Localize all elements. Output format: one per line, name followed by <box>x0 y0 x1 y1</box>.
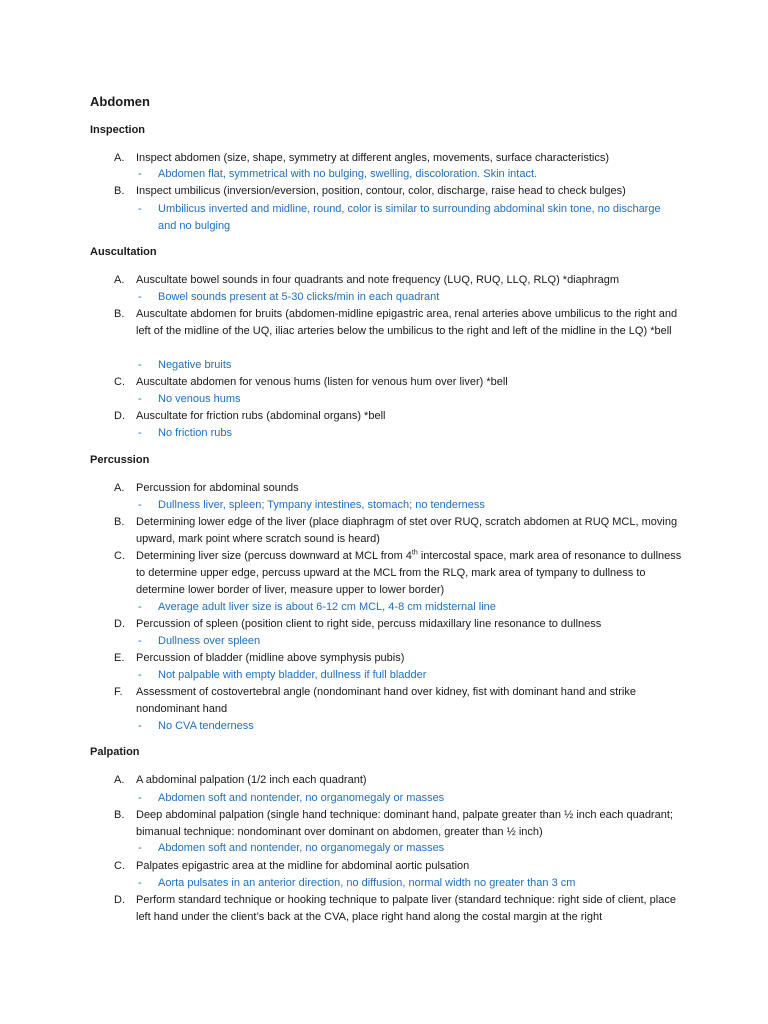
item-text-part: Determining liver size (percuss downward at MCL from 4 <box>136 550 412 562</box>
finding-text: Dullness over spleen <box>158 635 261 647</box>
item-text: Percussion of spleen (position client to right side, percuss midaxillary line resonance to dullness <box>136 618 602 630</box>
section-heading-percussion: Percussion <box>90 454 150 466</box>
dash-bullet: - <box>138 720 142 732</box>
item-letter: A. <box>114 774 125 786</box>
item-letter: D. <box>114 894 125 906</box>
item-text: Auscultate bowel sounds in four quadrants and note frequency (LUQ, RUQ, LLQ, RLQ) *diaphragm <box>136 274 620 286</box>
finding-text: Not palpable with empty bladder, dullness if full bladder <box>158 669 427 681</box>
dash-bullet: - <box>138 669 142 681</box>
finding-text: Aorta pulsates in an anterior direction, no diffusion, normal width no greater than 3 cm <box>158 877 576 889</box>
finding-text: No CVA tenderness <box>158 720 254 732</box>
item-letter: E. <box>114 652 125 664</box>
dash-bullet: - <box>138 792 142 804</box>
finding-text: Bowel sounds present at 5-30 clicks/min in each quadrant <box>158 291 440 303</box>
finding-text: No friction rubs <box>158 427 232 439</box>
item-letter: B. <box>114 185 125 197</box>
dash-bullet: - <box>138 203 142 215</box>
document-title: Abdomen <box>90 94 150 109</box>
dash-bullet: - <box>138 393 142 405</box>
item-letter: D. <box>114 410 125 422</box>
finding-text: Dullness liver, spleen; Tympany intestines, stomach; no tenderness <box>158 499 485 511</box>
item-text: Palpates epigastric area at the midline for abdominal aortic pulsation <box>136 860 470 872</box>
dash-bullet: - <box>138 168 142 180</box>
item-text: Percussion of bladder (midline above symphysis pubis) <box>136 652 405 664</box>
item-letter: A. <box>114 274 125 286</box>
item-letter: C. <box>114 860 125 872</box>
finding-text: No venous hums <box>158 393 241 405</box>
section-heading-auscultation: Auscultation <box>90 246 157 258</box>
item-text: Auscultate abdomen for bruits (abdomen-midline epigastric area, renal arteries above umbilicus to the right and left of the midline of the UQ, iliac arteries below the umbilicus to the right and left of the midline in the LQ) *bell <box>136 308 678 337</box>
dash-bullet: - <box>138 877 142 889</box>
item-text: A abdominal palpation (1/2 inch each quadrant) <box>136 774 367 786</box>
item-letter: B. <box>114 809 125 821</box>
item-text: Percussion for abdominal sounds <box>136 482 299 494</box>
item-text-part: intercostal space, mark area of resonance to dullness to determine upper edge, percuss upward at the MCL from the RLQ, mark area of tympany to dullness to determine lower border of liver, measure upper to lower border) <box>136 550 682 596</box>
item-letter: B. <box>114 308 125 320</box>
dash-bullet: - <box>138 601 142 613</box>
item-letter: B. <box>114 516 125 528</box>
item-letter: D. <box>114 618 125 630</box>
item-letter: F. <box>114 686 123 698</box>
item-text: Inspect abdomen (size, shape, symmetry at different angles, movements, surface characteristics) <box>136 152 609 164</box>
item-text: Auscultate abdomen for venous hums (listen for venous hum over liver) *bell <box>136 376 508 388</box>
item-text: Deep abdominal palpation (single hand technique: dominant hand, palpate greater than ½ inch each quadrant; bimanual technique: nondominant over dominant on abdomen, greater than ½ inch) <box>136 809 673 838</box>
superscript: th <box>411 549 418 557</box>
item-text: Assessment of costovertebral angle (nondominant hand over kidney, fist with dominant hand and strike nondominant hand <box>136 686 636 715</box>
item-text: Determining lower edge of the liver (place diaphragm of stet over RUQ, scratch abdomen at RUQ MCL, moving upward, mark point where scratch sound is heard) <box>136 516 678 545</box>
dash-bullet: - <box>138 291 142 303</box>
item-text: Auscultate for friction rubs (abdominal organs) *bell <box>136 410 386 422</box>
finding-text: Abdomen flat, symmetrical with no bulging, swelling, discoloration. Skin intact. <box>158 168 538 180</box>
item-text: Perform standard technique or hooking technique to palpate liver (standard technique: right side of client, place left hand under the client’s back at the CVA, place right hand along the costal margin at the right <box>136 894 676 923</box>
item-letter: C. <box>114 376 125 388</box>
finding-text: Umbilicus inverted and midline, round, color is similar to surrounding abdominal skin tone, no discharge and no bulging <box>158 203 661 232</box>
finding-text: Abdomen soft and nontender, no organomegaly or masses <box>158 792 445 804</box>
dash-bullet: - <box>138 635 142 647</box>
finding-text: Negative bruits <box>158 359 232 371</box>
item-letter: A. <box>114 152 125 164</box>
item-text: Inspect umbilicus (inversion/eversion, position, contour, color, discharge, raise head to check bulges) <box>136 185 626 197</box>
item-letter: A. <box>114 482 125 494</box>
section-heading-palpation: Palpation <box>90 746 140 758</box>
item-letter: C. <box>114 550 125 562</box>
dash-bullet: - <box>138 499 142 511</box>
dash-bullet: - <box>138 427 142 439</box>
finding-text: Average adult liver size is about 6-12 cm MCL, 4-8 cm midsternal line <box>158 601 496 613</box>
section-heading-inspection: Inspection <box>90 124 146 136</box>
dash-bullet: - <box>138 842 142 854</box>
finding-text: Abdomen soft and nontender, no organomegaly or masses <box>158 842 445 854</box>
item-text <box>136 548 684 599</box>
dash-bullet: - <box>138 359 142 371</box>
